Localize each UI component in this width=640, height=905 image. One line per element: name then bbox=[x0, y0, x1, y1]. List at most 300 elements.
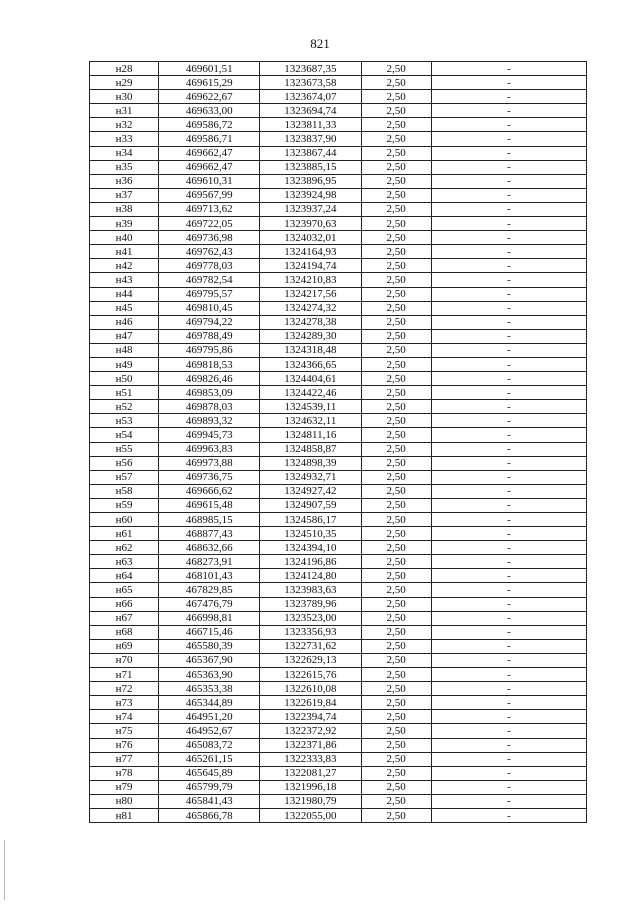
table-row bbox=[90, 696, 587, 710]
x-coordinate-cell: 465344,89 bbox=[159, 696, 260, 710]
accuracy-cell: 2,50 bbox=[361, 132, 431, 146]
y-coordinate-cell: 1322619,84 bbox=[260, 696, 361, 710]
table-row bbox=[90, 62, 587, 76]
x-coordinate-cell: 468985,15 bbox=[159, 513, 260, 527]
table-row bbox=[90, 639, 587, 653]
y-coordinate-cell: 1323694,74 bbox=[260, 104, 361, 118]
point-id-cell: н76 bbox=[90, 738, 159, 752]
x-coordinate-cell: 469610,31 bbox=[159, 174, 260, 188]
x-coordinate-cell: 469973,88 bbox=[159, 456, 260, 470]
accuracy-cell: 2,50 bbox=[361, 287, 431, 301]
y-coordinate-cell: 1324539,11 bbox=[260, 400, 361, 414]
note-cell: - bbox=[431, 527, 586, 541]
x-coordinate-cell: 466715,46 bbox=[159, 625, 260, 639]
point-id-cell: н32 bbox=[90, 118, 159, 132]
y-coordinate-cell: 1322333,83 bbox=[260, 752, 361, 766]
x-coordinate-cell: 469778,03 bbox=[159, 259, 260, 273]
note-cell: - bbox=[431, 231, 586, 245]
y-coordinate-cell: 1324196,86 bbox=[260, 555, 361, 569]
note-cell: - bbox=[431, 456, 586, 470]
table-row bbox=[90, 414, 587, 428]
point-id-cell: н62 bbox=[90, 541, 159, 555]
accuracy-cell: 2,50 bbox=[361, 76, 431, 90]
accuracy-cell: 2,50 bbox=[361, 273, 431, 287]
x-coordinate-cell: 469633,00 bbox=[159, 104, 260, 118]
x-coordinate-cell: 465645,89 bbox=[159, 766, 260, 780]
note-cell: - bbox=[431, 104, 586, 118]
note-cell: - bbox=[431, 160, 586, 174]
x-coordinate-cell: 465580,39 bbox=[159, 639, 260, 653]
x-coordinate-cell: 465353,38 bbox=[159, 682, 260, 696]
accuracy-cell: 2,50 bbox=[361, 414, 431, 428]
table-row bbox=[90, 76, 587, 90]
x-coordinate-cell: 469826,46 bbox=[159, 372, 260, 386]
table-row bbox=[90, 766, 587, 780]
accuracy-cell: 2,50 bbox=[361, 724, 431, 738]
y-coordinate-cell: 1324927,42 bbox=[260, 484, 361, 498]
accuracy-cell: 2,50 bbox=[361, 527, 431, 541]
y-coordinate-cell: 1324422,46 bbox=[260, 386, 361, 400]
note-cell: - bbox=[431, 484, 586, 498]
note-cell: - bbox=[431, 118, 586, 132]
point-id-cell: н56 bbox=[90, 456, 159, 470]
y-coordinate-cell: 1324907,59 bbox=[260, 498, 361, 512]
table-row bbox=[90, 301, 587, 315]
x-coordinate-cell: 464951,20 bbox=[159, 710, 260, 724]
point-id-cell: н53 bbox=[90, 414, 159, 428]
table-row bbox=[90, 780, 587, 794]
point-id-cell: н30 bbox=[90, 90, 159, 104]
note-cell: - bbox=[431, 301, 586, 315]
note-cell: - bbox=[431, 611, 586, 625]
point-id-cell: н68 bbox=[90, 625, 159, 639]
y-coordinate-cell: 1323970,63 bbox=[260, 217, 361, 231]
y-coordinate-cell: 1322055,00 bbox=[260, 808, 361, 822]
x-coordinate-cell: 465866,78 bbox=[159, 808, 260, 822]
note-cell: - bbox=[431, 724, 586, 738]
point-id-cell: н78 bbox=[90, 766, 159, 780]
note-cell: - bbox=[431, 569, 586, 583]
table-row bbox=[90, 357, 587, 371]
accuracy-cell: 2,50 bbox=[361, 625, 431, 639]
point-id-cell: н81 bbox=[90, 808, 159, 822]
x-coordinate-cell: 465367,90 bbox=[159, 653, 260, 667]
table-row bbox=[90, 513, 587, 527]
table-row bbox=[90, 287, 587, 301]
y-coordinate-cell: 1323687,35 bbox=[260, 62, 361, 76]
x-coordinate-cell: 469736,98 bbox=[159, 231, 260, 245]
accuracy-cell: 2,50 bbox=[361, 555, 431, 569]
note-cell: - bbox=[431, 273, 586, 287]
table-row bbox=[90, 470, 587, 484]
table-row bbox=[90, 625, 587, 639]
x-coordinate-cell: 469666,62 bbox=[159, 484, 260, 498]
note-cell: - bbox=[431, 625, 586, 639]
point-id-cell: н33 bbox=[90, 132, 159, 146]
x-coordinate-cell: 466998,81 bbox=[159, 611, 260, 625]
y-coordinate-cell: 1321980,79 bbox=[260, 794, 361, 808]
accuracy-cell: 2,50 bbox=[361, 668, 431, 682]
note-cell: - bbox=[431, 639, 586, 653]
x-coordinate-cell: 469818,53 bbox=[159, 357, 260, 371]
point-id-cell: н67 bbox=[90, 611, 159, 625]
note-cell: - bbox=[431, 414, 586, 428]
y-coordinate-cell: 1324366,65 bbox=[260, 357, 361, 371]
y-coordinate-cell: 1324318,48 bbox=[260, 343, 361, 357]
point-id-cell: н65 bbox=[90, 583, 159, 597]
y-coordinate-cell: 1323896,95 bbox=[260, 174, 361, 188]
y-coordinate-cell: 1324274,32 bbox=[260, 301, 361, 315]
x-coordinate-cell: 469615,48 bbox=[159, 498, 260, 512]
y-coordinate-cell: 1322394,74 bbox=[260, 710, 361, 724]
table-row bbox=[90, 118, 587, 132]
table-row bbox=[90, 682, 587, 696]
x-coordinate-cell: 467829,85 bbox=[159, 583, 260, 597]
x-coordinate-cell: 469893,32 bbox=[159, 414, 260, 428]
table-row bbox=[90, 555, 587, 569]
note-cell: - bbox=[431, 653, 586, 667]
y-coordinate-cell: 1324164,93 bbox=[260, 245, 361, 259]
y-coordinate-cell: 1323674,07 bbox=[260, 90, 361, 104]
accuracy-cell: 2,50 bbox=[361, 710, 431, 724]
accuracy-cell: 2,50 bbox=[361, 146, 431, 160]
x-coordinate-cell: 468877,43 bbox=[159, 527, 260, 541]
y-coordinate-cell: 1323885,15 bbox=[260, 160, 361, 174]
accuracy-cell: 2,50 bbox=[361, 766, 431, 780]
note-cell: - bbox=[431, 245, 586, 259]
y-coordinate-cell: 1324124,80 bbox=[260, 569, 361, 583]
table-row bbox=[90, 442, 587, 456]
x-coordinate-cell: 469567,99 bbox=[159, 188, 260, 202]
point-id-cell: н60 bbox=[90, 513, 159, 527]
point-id-cell: н66 bbox=[90, 597, 159, 611]
table-row bbox=[90, 738, 587, 752]
scan-edge-mark bbox=[4, 840, 5, 900]
note-cell: - bbox=[431, 555, 586, 569]
point-id-cell: н38 bbox=[90, 202, 159, 216]
point-id-cell: н58 bbox=[90, 484, 159, 498]
table-row bbox=[90, 653, 587, 667]
x-coordinate-cell: 469795,57 bbox=[159, 287, 260, 301]
table-body bbox=[90, 62, 587, 823]
table-row bbox=[90, 160, 587, 174]
table-row bbox=[90, 104, 587, 118]
note-cell: - bbox=[431, 752, 586, 766]
y-coordinate-cell: 1322372,92 bbox=[260, 724, 361, 738]
y-coordinate-cell: 1323924,98 bbox=[260, 188, 361, 202]
y-coordinate-cell: 1321996,18 bbox=[260, 780, 361, 794]
x-coordinate-cell: 469963,83 bbox=[159, 442, 260, 456]
point-id-cell: н49 bbox=[90, 357, 159, 371]
table-row bbox=[90, 315, 587, 329]
table-row bbox=[90, 273, 587, 287]
note-cell: - bbox=[431, 146, 586, 160]
accuracy-cell: 2,50 bbox=[361, 653, 431, 667]
x-coordinate-cell: 469762,43 bbox=[159, 245, 260, 259]
note-cell: - bbox=[431, 442, 586, 456]
accuracy-cell: 2,50 bbox=[361, 780, 431, 794]
point-id-cell: н41 bbox=[90, 245, 159, 259]
point-id-cell: н48 bbox=[90, 343, 159, 357]
y-coordinate-cell: 1324217,56 bbox=[260, 287, 361, 301]
x-coordinate-cell: 469795,86 bbox=[159, 343, 260, 357]
y-coordinate-cell: 1323811,33 bbox=[260, 118, 361, 132]
table-row bbox=[90, 174, 587, 188]
coordinates-table bbox=[89, 61, 587, 823]
point-id-cell: н42 bbox=[90, 259, 159, 273]
note-cell: - bbox=[431, 766, 586, 780]
table-row bbox=[90, 794, 587, 808]
table-row bbox=[90, 146, 587, 160]
x-coordinate-cell: 469878,03 bbox=[159, 400, 260, 414]
x-coordinate-cell: 467476,79 bbox=[159, 597, 260, 611]
point-id-cell: н45 bbox=[90, 301, 159, 315]
note-cell: - bbox=[431, 188, 586, 202]
point-id-cell: н44 bbox=[90, 287, 159, 301]
accuracy-cell: 2,50 bbox=[361, 174, 431, 188]
note-cell: - bbox=[431, 498, 586, 512]
table-row bbox=[90, 668, 587, 682]
y-coordinate-cell: 1324632,11 bbox=[260, 414, 361, 428]
accuracy-cell: 2,50 bbox=[361, 597, 431, 611]
x-coordinate-cell: 469810,45 bbox=[159, 301, 260, 315]
accuracy-cell: 2,50 bbox=[361, 794, 431, 808]
table-row bbox=[90, 217, 587, 231]
accuracy-cell: 2,50 bbox=[361, 456, 431, 470]
y-coordinate-cell: 1324194,74 bbox=[260, 259, 361, 273]
accuracy-cell: 2,50 bbox=[361, 118, 431, 132]
x-coordinate-cell: 469713,62 bbox=[159, 202, 260, 216]
table-row bbox=[90, 90, 587, 104]
accuracy-cell: 2,50 bbox=[361, 301, 431, 315]
point-id-cell: н80 bbox=[90, 794, 159, 808]
x-coordinate-cell: 469945,73 bbox=[159, 428, 260, 442]
note-cell: - bbox=[431, 315, 586, 329]
note-cell: - bbox=[431, 372, 586, 386]
accuracy-cell: 2,50 bbox=[361, 343, 431, 357]
point-id-cell: н31 bbox=[90, 104, 159, 118]
point-id-cell: н72 bbox=[90, 682, 159, 696]
y-coordinate-cell: 1324210,83 bbox=[260, 273, 361, 287]
point-id-cell: н63 bbox=[90, 555, 159, 569]
point-id-cell: н29 bbox=[90, 76, 159, 90]
point-id-cell: н75 bbox=[90, 724, 159, 738]
table-row bbox=[90, 259, 587, 273]
table-row bbox=[90, 343, 587, 357]
table-row bbox=[90, 245, 587, 259]
y-coordinate-cell: 1324858,87 bbox=[260, 442, 361, 456]
note-cell: - bbox=[431, 343, 586, 357]
x-coordinate-cell: 469586,72 bbox=[159, 118, 260, 132]
accuracy-cell: 2,50 bbox=[361, 541, 431, 555]
note-cell: - bbox=[431, 202, 586, 216]
y-coordinate-cell: 1322615,76 bbox=[260, 668, 361, 682]
table-row bbox=[90, 583, 587, 597]
y-coordinate-cell: 1322731,62 bbox=[260, 639, 361, 653]
accuracy-cell: 2,50 bbox=[361, 386, 431, 400]
x-coordinate-cell: 464952,67 bbox=[159, 724, 260, 738]
point-id-cell: н74 bbox=[90, 710, 159, 724]
table-row bbox=[90, 498, 587, 512]
y-coordinate-cell: 1324586,17 bbox=[260, 513, 361, 527]
accuracy-cell: 2,50 bbox=[361, 62, 431, 76]
x-coordinate-cell: 469788,49 bbox=[159, 329, 260, 343]
x-coordinate-cell: 465363,90 bbox=[159, 668, 260, 682]
accuracy-cell: 2,50 bbox=[361, 442, 431, 456]
table-row bbox=[90, 372, 587, 386]
accuracy-cell: 2,50 bbox=[361, 160, 431, 174]
point-id-cell: н64 bbox=[90, 569, 159, 583]
y-coordinate-cell: 1324510,35 bbox=[260, 527, 361, 541]
table-row bbox=[90, 484, 587, 498]
accuracy-cell: 2,50 bbox=[361, 639, 431, 653]
point-id-cell: н34 bbox=[90, 146, 159, 160]
note-cell: - bbox=[431, 259, 586, 273]
y-coordinate-cell: 1323789,96 bbox=[260, 597, 361, 611]
accuracy-cell: 2,50 bbox=[361, 231, 431, 245]
table-row bbox=[90, 132, 587, 146]
table-row bbox=[90, 202, 587, 216]
note-cell: - bbox=[431, 541, 586, 555]
note-cell: - bbox=[431, 710, 586, 724]
table-row bbox=[90, 428, 587, 442]
accuracy-cell: 2,50 bbox=[361, 484, 431, 498]
accuracy-cell: 2,50 bbox=[361, 188, 431, 202]
accuracy-cell: 2,50 bbox=[361, 245, 431, 259]
accuracy-cell: 2,50 bbox=[361, 202, 431, 216]
accuracy-cell: 2,50 bbox=[361, 583, 431, 597]
x-coordinate-cell: 465083,72 bbox=[159, 738, 260, 752]
y-coordinate-cell: 1323523,00 bbox=[260, 611, 361, 625]
table-row bbox=[90, 541, 587, 555]
point-id-cell: н61 bbox=[90, 527, 159, 541]
note-cell: - bbox=[431, 357, 586, 371]
point-id-cell: н69 bbox=[90, 639, 159, 653]
point-id-cell: н79 bbox=[90, 780, 159, 794]
table-row bbox=[90, 456, 587, 470]
x-coordinate-cell: 469722,05 bbox=[159, 217, 260, 231]
point-id-cell: н28 bbox=[90, 62, 159, 76]
x-coordinate-cell: 465261,15 bbox=[159, 752, 260, 766]
y-coordinate-cell: 1324932,71 bbox=[260, 470, 361, 484]
x-coordinate-cell: 465799,79 bbox=[159, 780, 260, 794]
y-coordinate-cell: 1323983,63 bbox=[260, 583, 361, 597]
table-row bbox=[90, 400, 587, 414]
table-row bbox=[90, 188, 587, 202]
point-id-cell: н73 bbox=[90, 696, 159, 710]
accuracy-cell: 2,50 bbox=[361, 104, 431, 118]
note-cell: - bbox=[431, 76, 586, 90]
x-coordinate-cell: 469662,47 bbox=[159, 160, 260, 174]
y-coordinate-cell: 1323837,90 bbox=[260, 132, 361, 146]
accuracy-cell: 2,50 bbox=[361, 428, 431, 442]
accuracy-cell: 2,50 bbox=[361, 752, 431, 766]
accuracy-cell: 2,50 bbox=[361, 569, 431, 583]
note-cell: - bbox=[431, 794, 586, 808]
y-coordinate-cell: 1324404,61 bbox=[260, 372, 361, 386]
accuracy-cell: 2,50 bbox=[361, 696, 431, 710]
point-id-cell: н54 bbox=[90, 428, 159, 442]
point-id-cell: н71 bbox=[90, 668, 159, 682]
table-row bbox=[90, 231, 587, 245]
y-coordinate-cell: 1324811,16 bbox=[260, 428, 361, 442]
x-coordinate-cell: 469615,29 bbox=[159, 76, 260, 90]
y-coordinate-cell: 1322081,27 bbox=[260, 766, 361, 780]
y-coordinate-cell: 1323867,44 bbox=[260, 146, 361, 160]
note-cell: - bbox=[431, 62, 586, 76]
note-cell: - bbox=[431, 738, 586, 752]
table-row bbox=[90, 611, 587, 625]
note-cell: - bbox=[431, 386, 586, 400]
y-coordinate-cell: 1324278,38 bbox=[260, 315, 361, 329]
table-row bbox=[90, 724, 587, 738]
table-row bbox=[90, 597, 587, 611]
accuracy-cell: 2,50 bbox=[361, 611, 431, 625]
table-row bbox=[90, 710, 587, 724]
note-cell: - bbox=[431, 696, 586, 710]
point-id-cell: н55 bbox=[90, 442, 159, 456]
x-coordinate-cell: 469794,22 bbox=[159, 315, 260, 329]
accuracy-cell: 2,50 bbox=[361, 372, 431, 386]
x-coordinate-cell: 469601,51 bbox=[159, 62, 260, 76]
x-coordinate-cell: 465841,43 bbox=[159, 794, 260, 808]
y-coordinate-cell: 1323356,93 bbox=[260, 625, 361, 639]
table-row bbox=[90, 752, 587, 766]
note-cell: - bbox=[431, 90, 586, 104]
note-cell: - bbox=[431, 808, 586, 822]
point-id-cell: н57 bbox=[90, 470, 159, 484]
note-cell: - bbox=[431, 217, 586, 231]
y-coordinate-cell: 1322629,13 bbox=[260, 653, 361, 667]
accuracy-cell: 2,50 bbox=[361, 329, 431, 343]
note-cell: - bbox=[431, 583, 586, 597]
y-coordinate-cell: 1324394,10 bbox=[260, 541, 361, 555]
accuracy-cell: 2,50 bbox=[361, 738, 431, 752]
point-id-cell: н59 bbox=[90, 498, 159, 512]
note-cell: - bbox=[431, 470, 586, 484]
page-number: 821 bbox=[310, 36, 330, 51]
point-id-cell: н39 bbox=[90, 217, 159, 231]
x-coordinate-cell: 468101,43 bbox=[159, 569, 260, 583]
note-cell: - bbox=[431, 329, 586, 343]
accuracy-cell: 2,50 bbox=[361, 90, 431, 104]
note-cell: - bbox=[431, 780, 586, 794]
x-coordinate-cell: 468273,91 bbox=[159, 555, 260, 569]
note-cell: - bbox=[431, 428, 586, 442]
y-coordinate-cell: 1324032,01 bbox=[260, 231, 361, 245]
y-coordinate-cell: 1323937,24 bbox=[260, 202, 361, 216]
point-id-cell: н77 bbox=[90, 752, 159, 766]
accuracy-cell: 2,50 bbox=[361, 259, 431, 273]
accuracy-cell: 2,50 bbox=[361, 470, 431, 484]
point-id-cell: н47 bbox=[90, 329, 159, 343]
x-coordinate-cell: 469853,09 bbox=[159, 386, 260, 400]
note-cell: - bbox=[431, 668, 586, 682]
x-coordinate-cell: 469662,47 bbox=[159, 146, 260, 160]
accuracy-cell: 2,50 bbox=[361, 682, 431, 696]
note-cell: - bbox=[431, 513, 586, 527]
table-row bbox=[90, 527, 587, 541]
note-cell: - bbox=[431, 174, 586, 188]
x-coordinate-cell: 469782,54 bbox=[159, 273, 260, 287]
note-cell: - bbox=[431, 287, 586, 301]
accuracy-cell: 2,50 bbox=[361, 400, 431, 414]
point-id-cell: н50 bbox=[90, 372, 159, 386]
x-coordinate-cell: 469622,67 bbox=[159, 90, 260, 104]
table-row bbox=[90, 329, 587, 343]
point-id-cell: н70 bbox=[90, 653, 159, 667]
table-row bbox=[90, 386, 587, 400]
